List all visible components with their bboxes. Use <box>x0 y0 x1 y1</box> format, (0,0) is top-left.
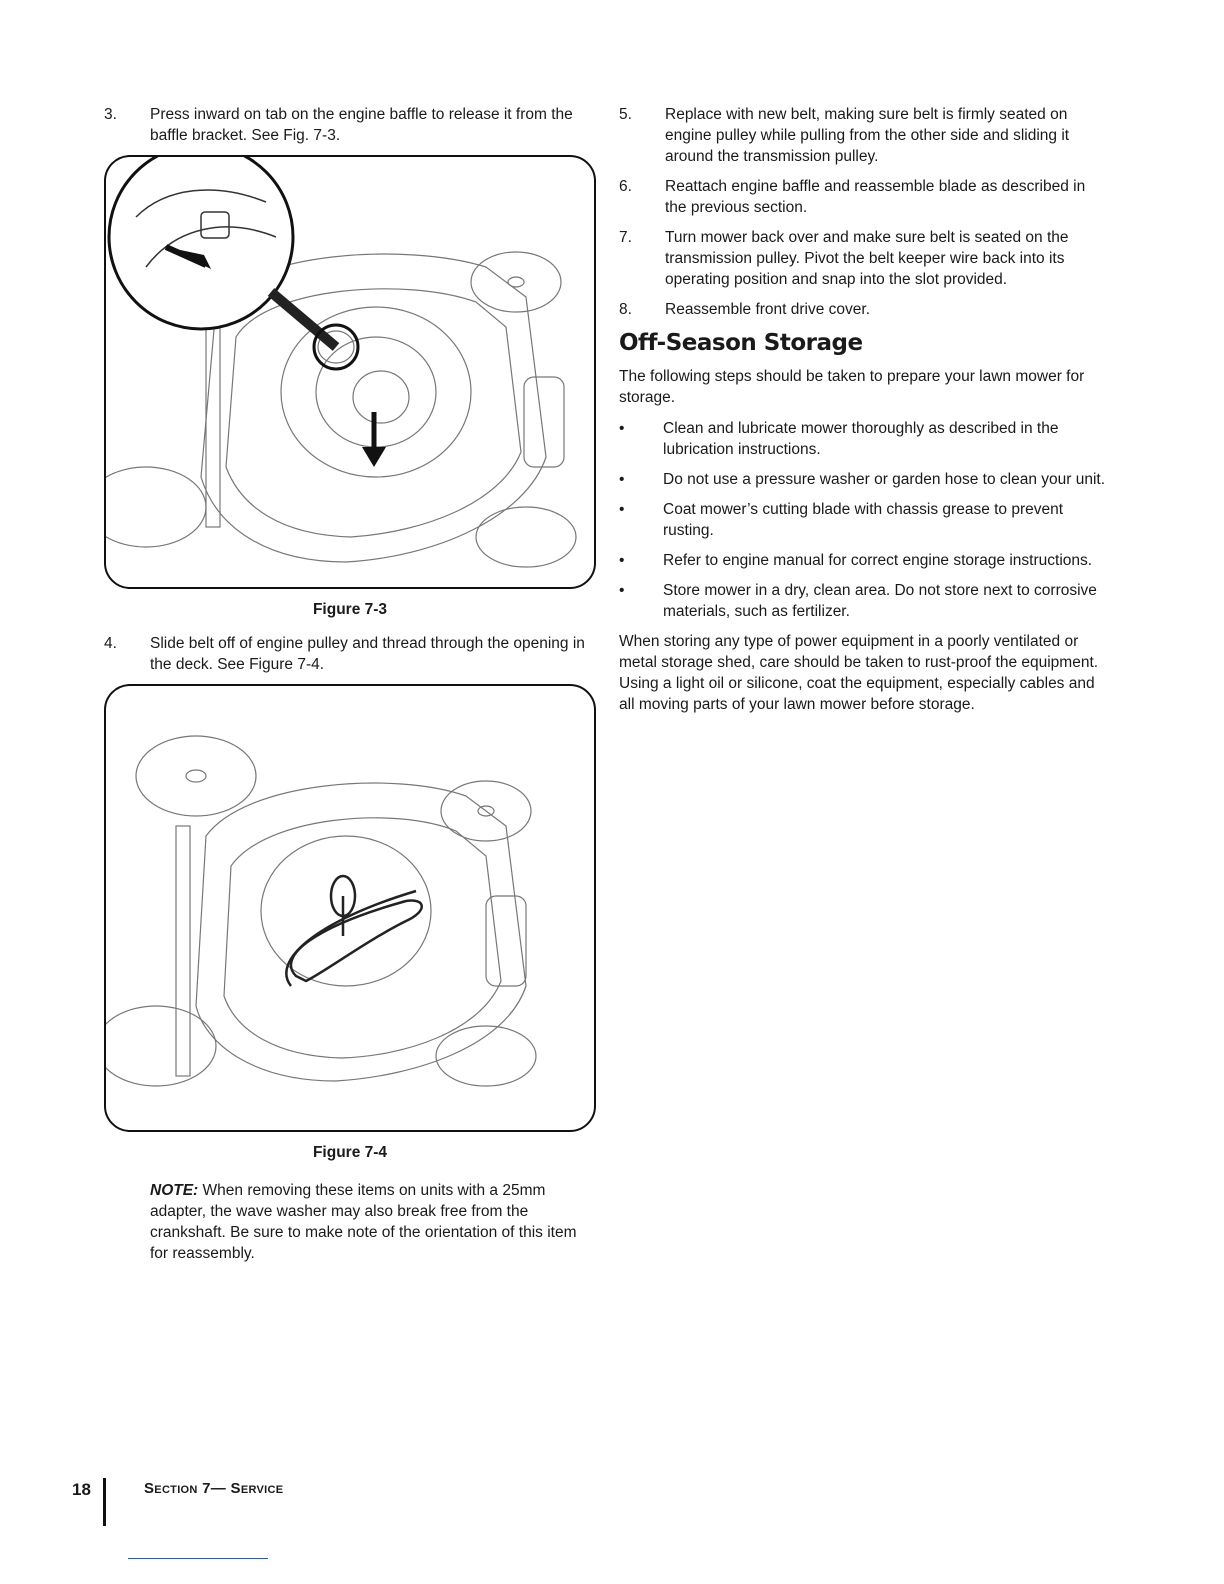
left-column <box>104 104 596 1264</box>
right-column <box>619 104 1109 725</box>
bullet-item <box>619 418 1109 460</box>
closing-paragraph: When storing any type of power equipment in a poorly ventilated or metal storage shed, care should be taken to rust-proof the equipment. Using a light oil or silicone, coat the equipment, especially cables and all moving parts of your lawn mower before storage. <box>619 633 1099 713</box>
page-number: 18 <box>72 1480 91 1499</box>
section-heading: Off-Season Storage <box>619 330 863 356</box>
step-5 <box>619 104 1109 167</box>
step-number: 7. <box>619 229 632 246</box>
bullet-dot: • <box>619 471 625 488</box>
step-8 <box>619 299 1109 320</box>
figure-7-4 <box>104 684 596 1132</box>
step-3 <box>104 104 596 146</box>
figure-7-3-caption: Figure 7-3 <box>312 601 388 618</box>
figure-7-4-caption: Figure 7-4 <box>312 1144 388 1161</box>
bullet-item <box>619 580 1109 622</box>
step-text: Reattach engine baffle and reassemble blade as described in the previous section. <box>665 178 1086 216</box>
step-number: 6. <box>619 178 632 195</box>
footer-section-title: Section 7— Service <box>144 1480 284 1497</box>
bullet-dot: • <box>619 582 625 599</box>
mower-underside-baffle-illustration <box>106 157 594 587</box>
intro-paragraph: The following steps should be taken to prepare your lawn mower for storage. <box>619 368 1085 406</box>
bullet-dot: • <box>619 501 625 518</box>
note-text: When removing these items on units with a 25mm adapter, the wave washer may also break free from the crankshaft. Be sure to make note of the orientation of this item for reassembly. <box>150 1182 577 1262</box>
step-text: Replace with new belt, making sure belt is firmly seated on engine pulley while pulling from the other side and sliding it around the transmission pulley. <box>665 106 1070 165</box>
step-number: 3. <box>104 106 117 123</box>
bullet-text: Refer to engine manual for correct engine storage instructions. <box>663 552 1093 569</box>
bullet-dot: • <box>619 552 625 569</box>
bullet-text: Do not use a pressure washer or garden hose to clean your unit. <box>663 471 1106 488</box>
step-7 <box>619 227 1109 290</box>
step-number: 8. <box>619 301 632 318</box>
bullet-item <box>619 550 1109 571</box>
step-6 <box>619 176 1109 218</box>
bullet-dot: • <box>619 420 625 437</box>
step-number: 4. <box>104 635 117 652</box>
figure-7-3 <box>104 155 596 589</box>
step-text: Slide belt off of engine pulley and thread through the opening in the deck. See Figure 7-4. <box>150 635 585 673</box>
bullet-item <box>619 469 1109 490</box>
bullet-text: Coat mower’s cutting blade with chassis grease to prevent rusting. <box>663 501 1064 539</box>
step-number: 5. <box>619 106 632 123</box>
bullet-text: Clean and lubricate mower thoroughly as described in the lubrication instructions. <box>663 420 1059 458</box>
step-text: Reassemble front drive cover. <box>665 301 871 318</box>
note-label: NOTE: <box>150 1182 199 1199</box>
step-text: Press inward on tab on the engine baffle to release it from the baffle bracket. See Fig. 7-3. <box>150 106 573 144</box>
bullet-item <box>619 499 1109 541</box>
note-paragraph <box>150 1180 596 1264</box>
bullet-text: Store mower in a dry, clean area. Do not store next to corrosive materials, such as fertilizer. <box>663 582 1097 620</box>
mower-underside-belt-illustration <box>106 686 594 1130</box>
link-underline <box>128 1558 268 1559</box>
step-4 <box>104 633 596 675</box>
footer-divider <box>103 1478 106 1526</box>
step-text: Turn mower back over and make sure belt is seated on the transmission pulley. Pivot the belt keeper wire back into its operating position and snap into the slot provided. <box>665 229 1069 288</box>
